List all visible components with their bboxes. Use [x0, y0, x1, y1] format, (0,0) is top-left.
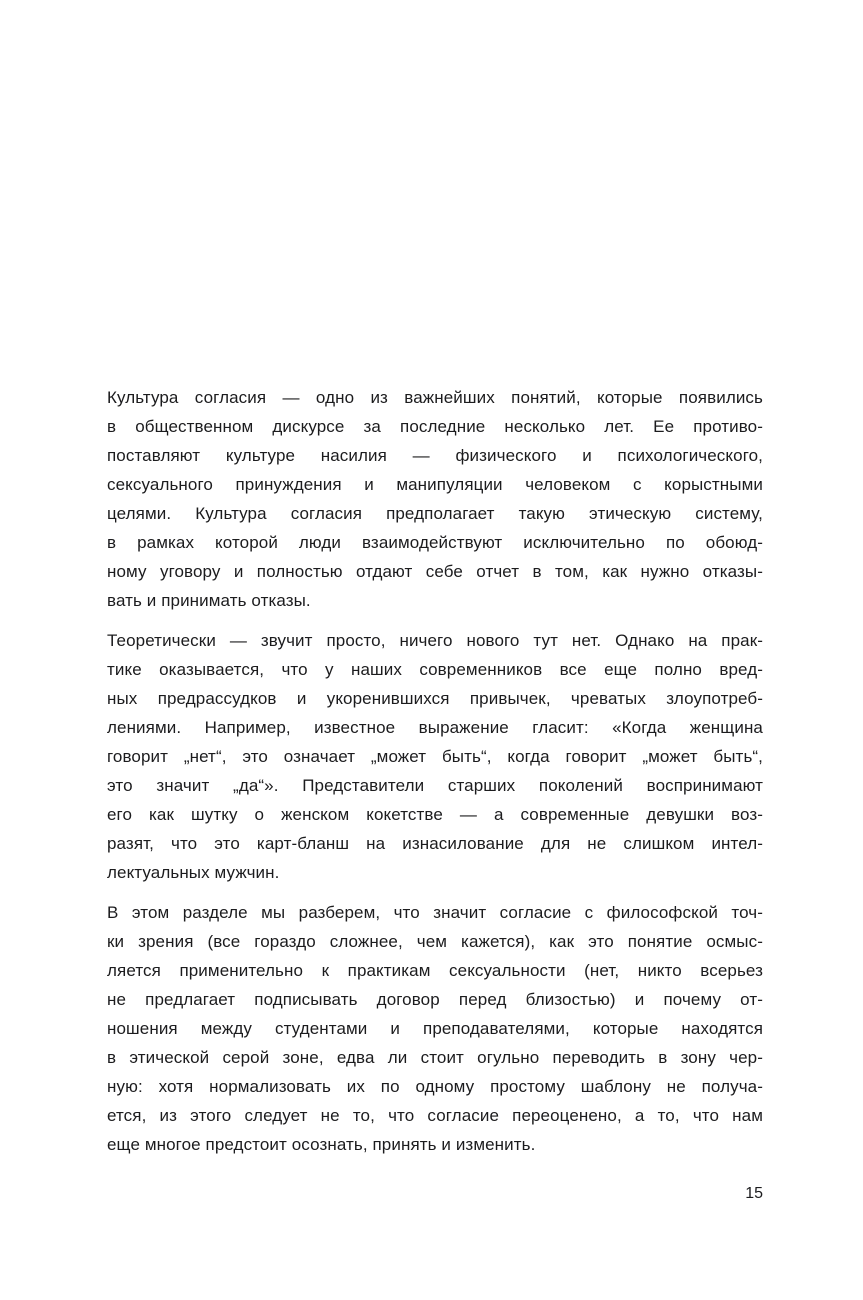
- text-line: его как шутку о женском кокетстве — а современные девушки воз-: [107, 805, 763, 824]
- text-line: ношения между студентами и преподавателями, которые находятся: [107, 1019, 763, 1038]
- text-line: сексуального принуждения и манипуляции человеком с корыстными: [107, 475, 763, 494]
- text-line: ных предрассудков и укоренившихся привычек, чреватых злоупотреб-: [107, 689, 763, 708]
- paragraph: [107, 383, 763, 615]
- paragraph: [107, 626, 763, 887]
- text-line: Культура согласия — одно из важнейших понятий, которые появились: [107, 388, 763, 407]
- text-line: ется, из этого следует не то, что согласие переоценено, а то, что нам: [107, 1106, 763, 1125]
- page-number: 15: [745, 1185, 763, 1202]
- text-line: тике оказывается, что у наших современников все еще полно вред-: [107, 660, 763, 679]
- text-line: в этической серой зоне, едва ли стоит огульно переводить в зону чер-: [107, 1048, 763, 1067]
- text-line: вать и принимать отказы.: [107, 591, 311, 610]
- text-line: в рамках которой люди взаимодействуют исключительно по обоюд-: [107, 533, 763, 552]
- text-line: Теоретически — звучит просто, ничего нового тут нет. Однако на прак-: [107, 631, 763, 650]
- text-line: целями. Культура согласия предполагает такую этическую систему,: [107, 504, 763, 523]
- text-line: лениями. Например, известное выражение гласит: «Когда женщина: [107, 718, 763, 737]
- text-line: ную: хотя нормализовать их по одному простому шаблону не получа-: [107, 1077, 763, 1096]
- text-line: не предлагает подписывать договор перед близостью) и почему от-: [107, 990, 763, 1009]
- text-line: это значит „да“». Представители старших поколений воспринимают: [107, 776, 763, 795]
- text-line: лектуальных мужчин.: [107, 863, 280, 882]
- text-line: поставляют культуре насилия — физического и психологического,: [107, 446, 763, 465]
- paragraph: [107, 898, 763, 1159]
- text-line: еще многое предстоит осознать, принять и изменить.: [107, 1135, 536, 1154]
- text-line: ляется применительно к практикам сексуальности (нет, никто всерьез: [107, 961, 763, 980]
- text-line: ному уговору и полностью отдают себе отчет в том, как нужно отказы-: [107, 562, 763, 581]
- page-text: [107, 383, 763, 1170]
- text-line: разят, что это карт-бланш на изнасилование для не слишком интел-: [107, 834, 763, 853]
- text-line: В этом разделе мы разберем, что значит согласие с философской точ-: [107, 903, 763, 922]
- text-line: ки зрения (все гораздо сложнее, чем кажется), как это понятие осмыс-: [107, 932, 763, 951]
- text-line: говорит „нет“, это означает „может быть“, когда говорит „может быть“,: [107, 747, 763, 766]
- text-line: в общественном дискурсе за последние несколько лет. Ее противо-: [107, 417, 763, 436]
